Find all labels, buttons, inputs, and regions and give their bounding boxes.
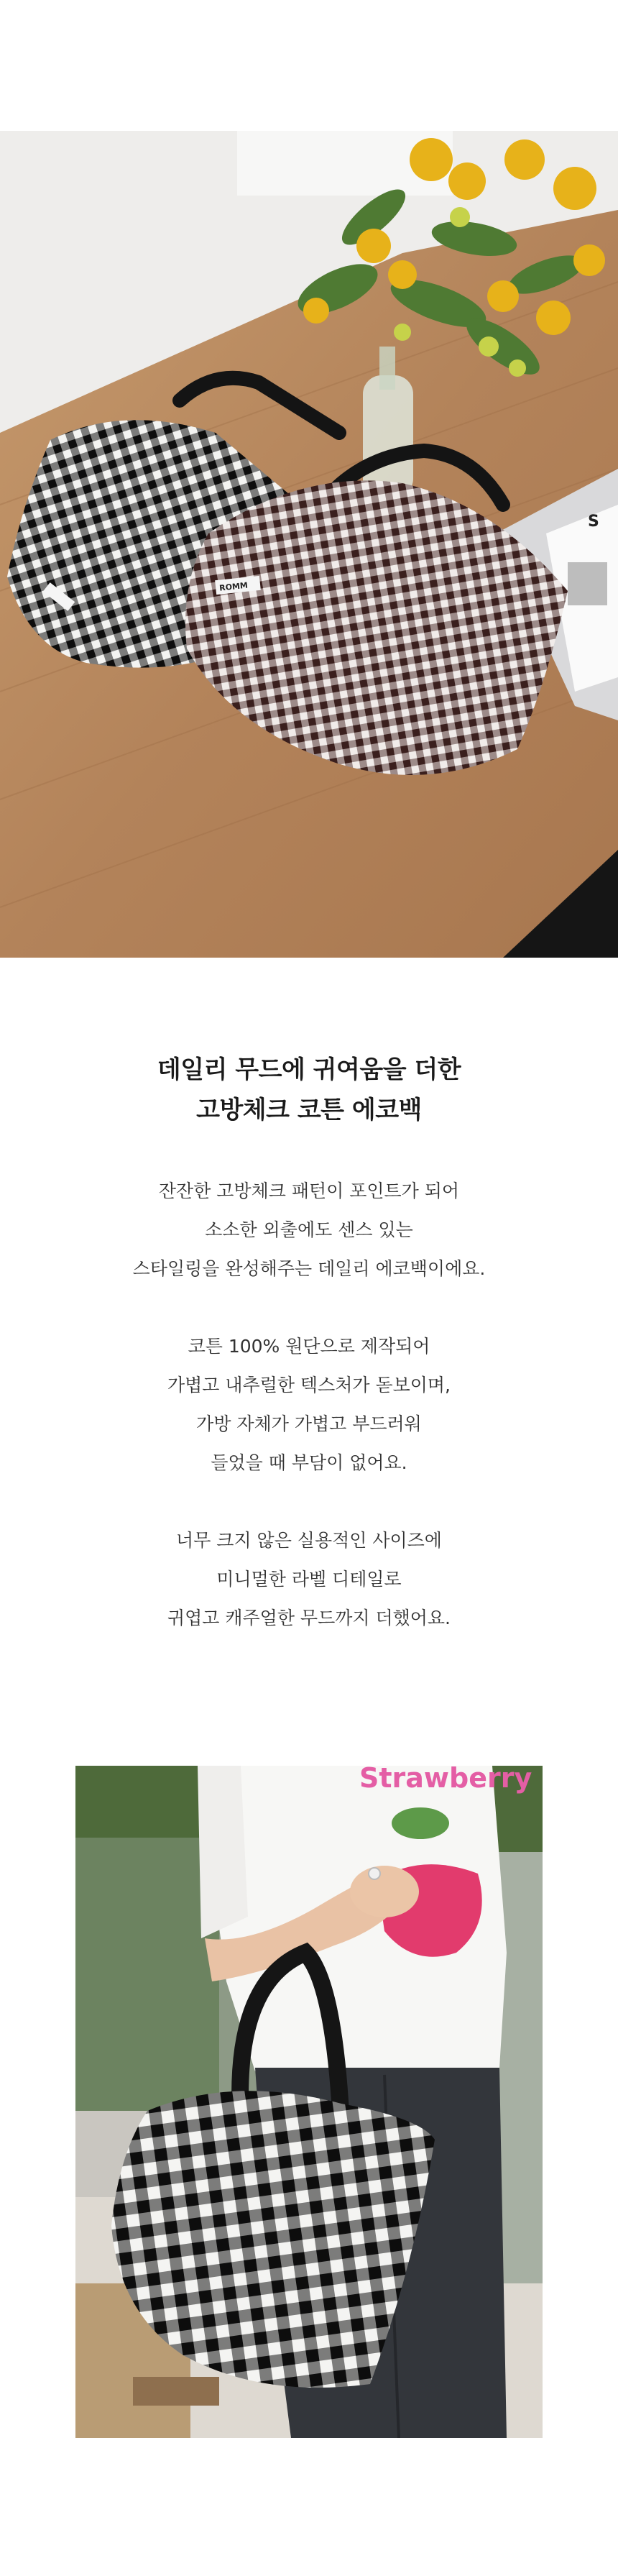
product-photo-model (75, 1766, 543, 2438)
paragraph-2 (0, 1327, 618, 1482)
booklet-letter: S (588, 513, 599, 531)
product-description (0, 1050, 618, 1638)
paragraph-1 (0, 1172, 618, 1288)
paragraph-line: 코튼 100% 원단으로 제작되어 (188, 1336, 430, 1357)
paragraph-line: 미니멀한 라벨 디테일로 (216, 1569, 402, 1590)
paragraph-line: 귀엽고 캐주얼한 무드까지 더했어요. (167, 1608, 451, 1628)
paragraph-line: 가볍고 내추럴한 텍스처가 돋보이며, (167, 1375, 451, 1395)
paragraph-line: 소소한 외출에도 센스 있는 (205, 1219, 413, 1240)
product-photo-table (0, 131, 618, 958)
paragraph-line: 잔잔한 고방체크 패턴이 포인트가 되어 (158, 1181, 460, 1201)
headline-line-1: 데일리 무드에 귀여움을 더한 (157, 1055, 461, 1084)
paragraph-line: 너무 크지 않은 실용적인 사이즈에 (176, 1530, 442, 1551)
shirt-print-text: Strawberry (359, 1766, 532, 1794)
headline-line-2: 고방체크 코튼 에코백 (196, 1096, 422, 1124)
bag-label-text: ROMM (218, 580, 249, 593)
paragraph-3 (0, 1521, 618, 1638)
paragraph-line: 들었을 때 부담이 없어요. (211, 1452, 407, 1473)
paragraph-line: 가방 자체가 가볍고 부드러워 (196, 1413, 422, 1434)
paragraph-line: 스타일링을 완성해주는 데일리 에코백이에요. (132, 1258, 486, 1279)
